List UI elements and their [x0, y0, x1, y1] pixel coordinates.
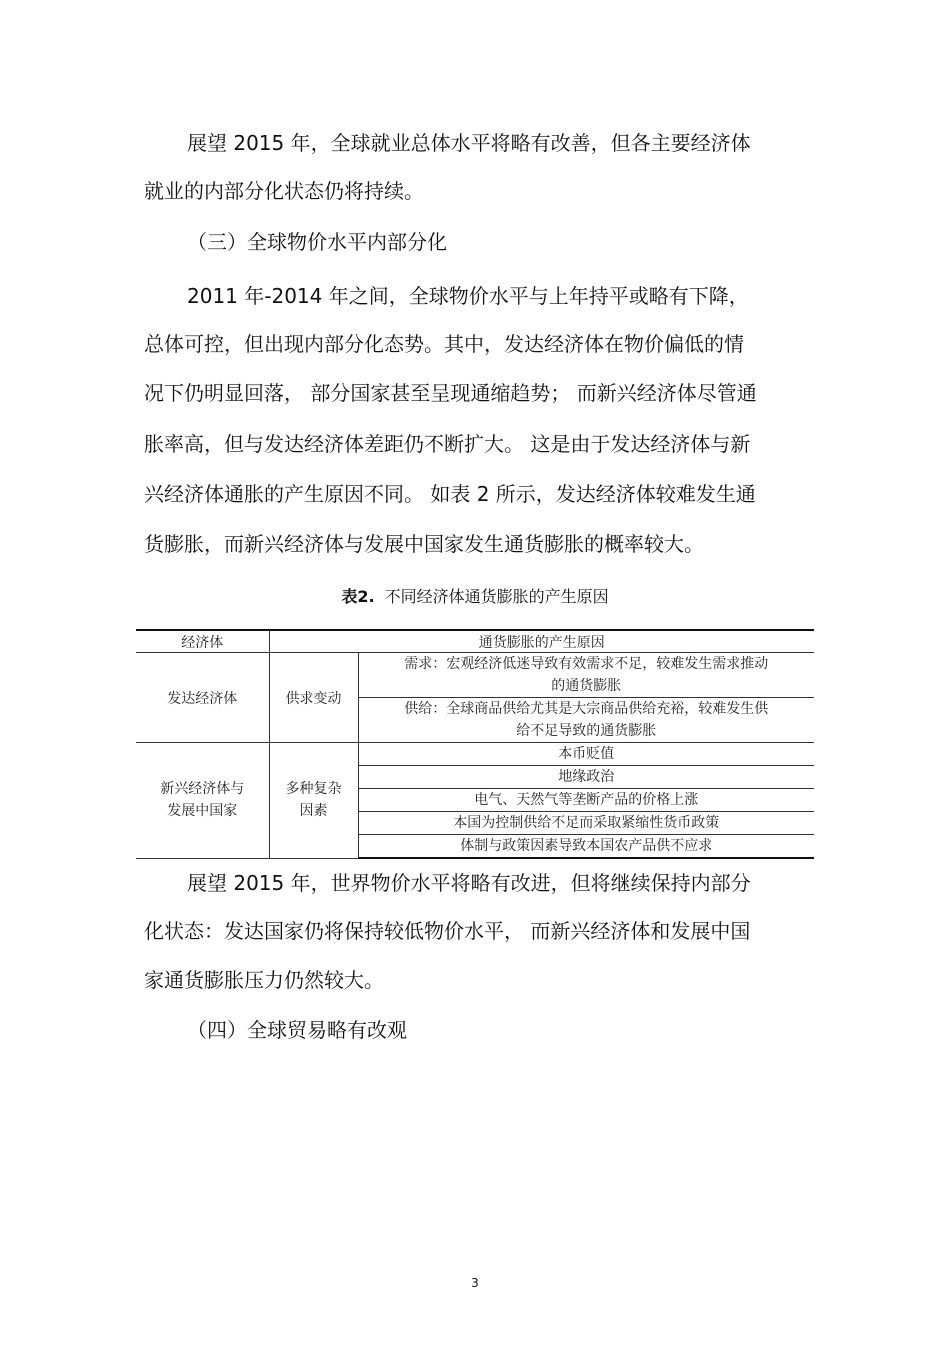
- paragraph-line: 就业的内部分化状态仍将持续。: [144, 179, 424, 203]
- reason-cell: 本国为控制供给不足而采取紧缩性货币政策: [358, 812, 814, 835]
- paragraph-line: 展望 2015 年，全球就业总体水平将略有改善，但各主要经济体: [187, 131, 751, 155]
- economy-cell: [136, 743, 269, 859]
- reason-cell: 电气、天然气等垄断产品的价格上涨: [358, 789, 814, 812]
- paragraph-line: 兴经济体通胀的产生原因不同。 如表 2 所示，发达经济体较难发生通: [144, 482, 756, 506]
- reason-line: 需求：宏观经济低迷导致有效需求不足，较难发生需求推动: [404, 656, 769, 672]
- paragraph-line: 家通货膨胀压力仍然较大。: [144, 968, 384, 992]
- reason-cell: [358, 698, 814, 743]
- economy-cell: 发达经济体: [136, 653, 269, 743]
- reason-cell: 本币贬值: [358, 743, 814, 766]
- table-row: [136, 653, 814, 698]
- factor-line: 多种复杂: [285, 781, 342, 798]
- paragraph-line: 总体可控，但出现内部分化态势。其中，发达经济体在物价偏低的情: [144, 332, 744, 356]
- reason-cell: 体制与政策因素导致本国农产品供不应求: [358, 835, 814, 859]
- paragraph-line: 况下仍明显回落， 部分国家甚至呈现通缩趋势； 而新兴经济体尽管通: [144, 381, 757, 405]
- table-caption-number: 表2.: [341, 587, 375, 606]
- header-causes: 通货膨胀的产生原因: [269, 630, 814, 653]
- factor-line: 因素: [299, 803, 328, 820]
- paragraph-line: 胀率高，但与发达经济体差距仍不断扩大。 这是由于发达经济体与新: [144, 432, 751, 456]
- factor-cell: [269, 743, 358, 859]
- economy-line: 新兴经济体与: [160, 781, 245, 798]
- table-header-row: [136, 630, 814, 653]
- reason-line: 供给：全球商品供给尤其是大宗商品供给充裕，较难发生供: [404, 701, 769, 717]
- table-caption-title: 不同经济体通货膨胀的产生原因: [384, 587, 609, 606]
- paragraph-line: 展望 2015 年，世界物价水平将略有改进，但将继续保持内部分: [187, 871, 751, 895]
- page-number: 3: [471, 1276, 479, 1290]
- header-economy: 经济体: [136, 630, 269, 653]
- reason-line: 给不足导致的通货膨胀: [516, 723, 657, 739]
- section-heading: （三）全球物价水平内部分化: [187, 230, 447, 254]
- reason-line: 的通货膨胀: [551, 678, 622, 694]
- reason-cell: [358, 653, 814, 698]
- paragraph-line: 2011 年-2014 年之间，全球物价水平与上年持平或略有下降，: [187, 284, 749, 308]
- table-row: [136, 743, 814, 766]
- reason-cell: 地缘政治: [358, 766, 814, 789]
- factor-cell: 供求变动: [269, 653, 358, 743]
- paragraph-line: 化状态：发达国家仍将保持较低物价水平， 而新兴经济体和发展中国: [144, 919, 751, 943]
- section-heading: （四）全球贸易略有改观: [187, 1018, 407, 1042]
- table-caption: [0, 587, 950, 607]
- paragraph-line: 货膨胀，而新兴经济体与发展中国家发生通货膨胀的概率较大。: [144, 532, 704, 556]
- economy-line: 发展中国家: [167, 803, 238, 820]
- inflation-causes-table: [136, 629, 814, 859]
